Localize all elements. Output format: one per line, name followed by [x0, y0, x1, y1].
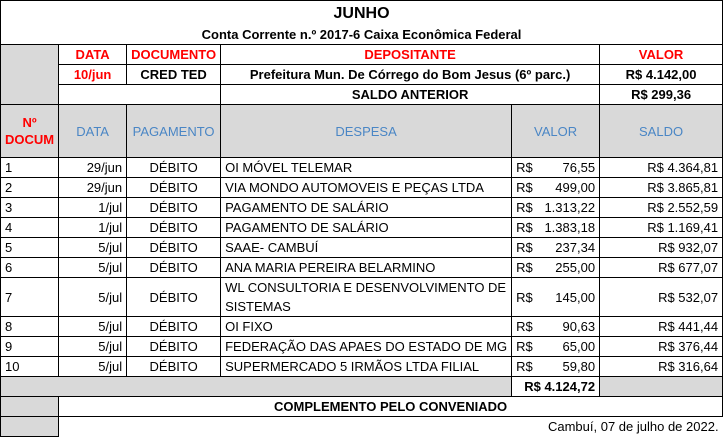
- row-balance: R$ 3.865,81: [600, 178, 723, 198]
- row-balance: R$ 2.552,59: [600, 198, 723, 218]
- row-value-amount: 65,00: [562, 339, 596, 354]
- page-title: JUNHO: [1, 1, 723, 26]
- row-payment: DÉBITO: [127, 198, 221, 218]
- row-expense: VIA MONDO AUTOMOVEIS E PEÇAS LTDA: [221, 178, 512, 198]
- row-value: [512, 357, 600, 377]
- row-date: 1/jul: [59, 198, 127, 218]
- row-payment: DÉBITO: [127, 278, 221, 317]
- row-value-amount: 1.383,18: [544, 220, 596, 235]
- deposit-header-valor: VALOR: [600, 45, 723, 65]
- row-value-amount: 499,00: [555, 180, 596, 195]
- row-payment: DÉBITO: [127, 178, 221, 198]
- row-value: [512, 278, 600, 317]
- blank-cell: [127, 85, 221, 105]
- row-expense: OI FIXO: [221, 317, 512, 337]
- row-date: 5/jul: [59, 258, 127, 278]
- blank-cell: [1, 377, 512, 397]
- row-num: 10: [1, 357, 59, 377]
- row-num: 2: [1, 178, 59, 198]
- row-date: 5/jul: [59, 337, 127, 357]
- row-expense: SUPERMERCADO 5 IRMÃOS LTDA FILIAL: [221, 357, 512, 377]
- table-row: [1, 258, 723, 278]
- blank-cell: [1, 45, 59, 105]
- row-expense: ANA MARIA PEREIRA BELARMINO: [221, 258, 512, 278]
- row-num: 5: [1, 238, 59, 258]
- table-row: [1, 238, 723, 258]
- row-date: 1/jul: [59, 218, 127, 238]
- row-balance: R$ 1.169,41: [600, 218, 723, 238]
- saldo-anterior-value: R$ 299,36: [600, 85, 723, 105]
- row-value: [512, 317, 600, 337]
- row-expense: FEDERAÇÃO DAS APAES DO ESTADO DE MG: [221, 337, 512, 357]
- currency-symbol: R$: [516, 240, 533, 255]
- row-value-amount: 76,55: [562, 160, 596, 175]
- table-row: [1, 178, 723, 198]
- row-balance: R$ 376,44: [600, 337, 723, 357]
- complemento-label: COMPLEMENTO PELO CONVENIADO: [59, 397, 723, 417]
- table-row: [1, 198, 723, 218]
- currency-symbol: R$: [516, 220, 533, 235]
- row-value: [512, 337, 600, 357]
- row-num: 1: [1, 158, 59, 178]
- table-row: [1, 278, 723, 317]
- row-value-amount: 255,00: [555, 260, 596, 275]
- expense-header-pagamento: PAGAMENTO: [127, 105, 221, 158]
- currency-symbol: R$: [516, 180, 533, 195]
- table-row: [1, 218, 723, 238]
- table-row: [1, 337, 723, 357]
- footer-date: Cambuí, 07 de julho de 2022.: [547, 419, 719, 435]
- blank-cell: [1, 397, 59, 417]
- blank-cell: [600, 377, 723, 397]
- row-payment: DÉBITO: [127, 337, 221, 357]
- row-balance: R$ 441,44: [600, 317, 723, 337]
- deposit-header-documento: DOCUMENTO: [127, 45, 221, 65]
- currency-symbol: R$: [516, 319, 533, 334]
- row-balance: R$ 932,07: [600, 238, 723, 258]
- row-value-amount: 1.313,22: [544, 200, 596, 215]
- row-payment: DÉBITO: [127, 238, 221, 258]
- row-value: [512, 158, 600, 178]
- row-payment: DÉBITO: [127, 218, 221, 238]
- currency-symbol: R$: [516, 160, 533, 175]
- row-expense: OI MÓVEL TELEMAR: [221, 158, 512, 178]
- blank-cell: [1, 417, 59, 437]
- row-date: 5/jul: [59, 317, 127, 337]
- row-value: [512, 258, 600, 278]
- currency-symbol: R$: [516, 289, 533, 305]
- row-expense: PAGAMENTO DE SALÁRIO: [221, 218, 512, 238]
- row-expense: SAAE- CAMBUÍ: [221, 238, 512, 258]
- row-date: 5/jul: [59, 357, 127, 377]
- currency-symbol: R$: [516, 260, 533, 275]
- row-expense: WL CONSULTORIA E DESENVOLVIMENTO DE SISTEMAS: [221, 278, 512, 317]
- account-subtitle: Conta Corrente n.º 2017-6 Caixa Econômica Federal: [1, 25, 723, 45]
- row-balance: R$ 532,07: [600, 278, 723, 317]
- expense-header-despesa: DESPESA: [221, 105, 512, 158]
- row-num: 6: [1, 258, 59, 278]
- currency-symbol: R$: [516, 200, 533, 215]
- deposit-document: CRED TED: [127, 65, 221, 85]
- row-date: 5/jul: [59, 238, 127, 258]
- total-value: R$ 4.124,72: [512, 377, 600, 397]
- row-value-amount: 59,80: [562, 359, 596, 374]
- table-row: [1, 317, 723, 337]
- row-date: 29/jun: [59, 158, 127, 178]
- row-balance: R$ 4.364,81: [600, 158, 723, 178]
- row-date: 5/jul: [59, 278, 127, 317]
- row-date: 29/jun: [59, 178, 127, 198]
- row-num: 4: [1, 218, 59, 238]
- deposit-depositor: Prefeitura Mun. De Córrego do Bom Jesus (6º parc.): [221, 65, 600, 85]
- expense-header-saldo: SALDO: [600, 105, 723, 158]
- row-num: 9: [1, 337, 59, 357]
- row-value: [512, 198, 600, 218]
- expense-header-valor: VALOR: [512, 105, 600, 158]
- row-payment: DÉBITO: [127, 158, 221, 178]
- currency-symbol: R$: [516, 359, 533, 374]
- saldo-anterior-label: SALDO ANTERIOR: [221, 85, 600, 105]
- expense-header-num: Nº DOCUM: [1, 105, 59, 158]
- row-value: [512, 238, 600, 258]
- currency-symbol: R$: [516, 339, 533, 354]
- row-value-amount: 237,34: [555, 240, 596, 255]
- row-num: 7: [1, 278, 59, 317]
- deposit-value: R$ 4.142,00: [600, 65, 723, 85]
- deposit-header-data: DATA: [59, 45, 127, 65]
- row-value-amount: 145,00: [555, 289, 596, 305]
- row-payment: DÉBITO: [127, 317, 221, 337]
- row-balance: R$ 677,07: [600, 258, 723, 278]
- deposit-header-depositante: DEPOSITANTE: [221, 45, 600, 65]
- row-expense: PAGAMENTO DE SALÁRIO: [221, 198, 512, 218]
- row-value: [512, 178, 600, 198]
- row-value-amount: 90,63: [562, 319, 596, 334]
- row-num: 3: [1, 198, 59, 218]
- expense-header-data: DATA: [59, 105, 127, 158]
- row-payment: DÉBITO: [127, 258, 221, 278]
- row-balance: R$ 316,64: [600, 357, 723, 377]
- row-num: 8: [1, 317, 59, 337]
- table-row: [1, 357, 723, 377]
- table-row: [1, 158, 723, 178]
- row-payment: DÉBITO: [127, 357, 221, 377]
- row-value: [512, 218, 600, 238]
- deposit-date: 10/jun: [59, 65, 127, 85]
- blank-cell: [59, 85, 127, 105]
